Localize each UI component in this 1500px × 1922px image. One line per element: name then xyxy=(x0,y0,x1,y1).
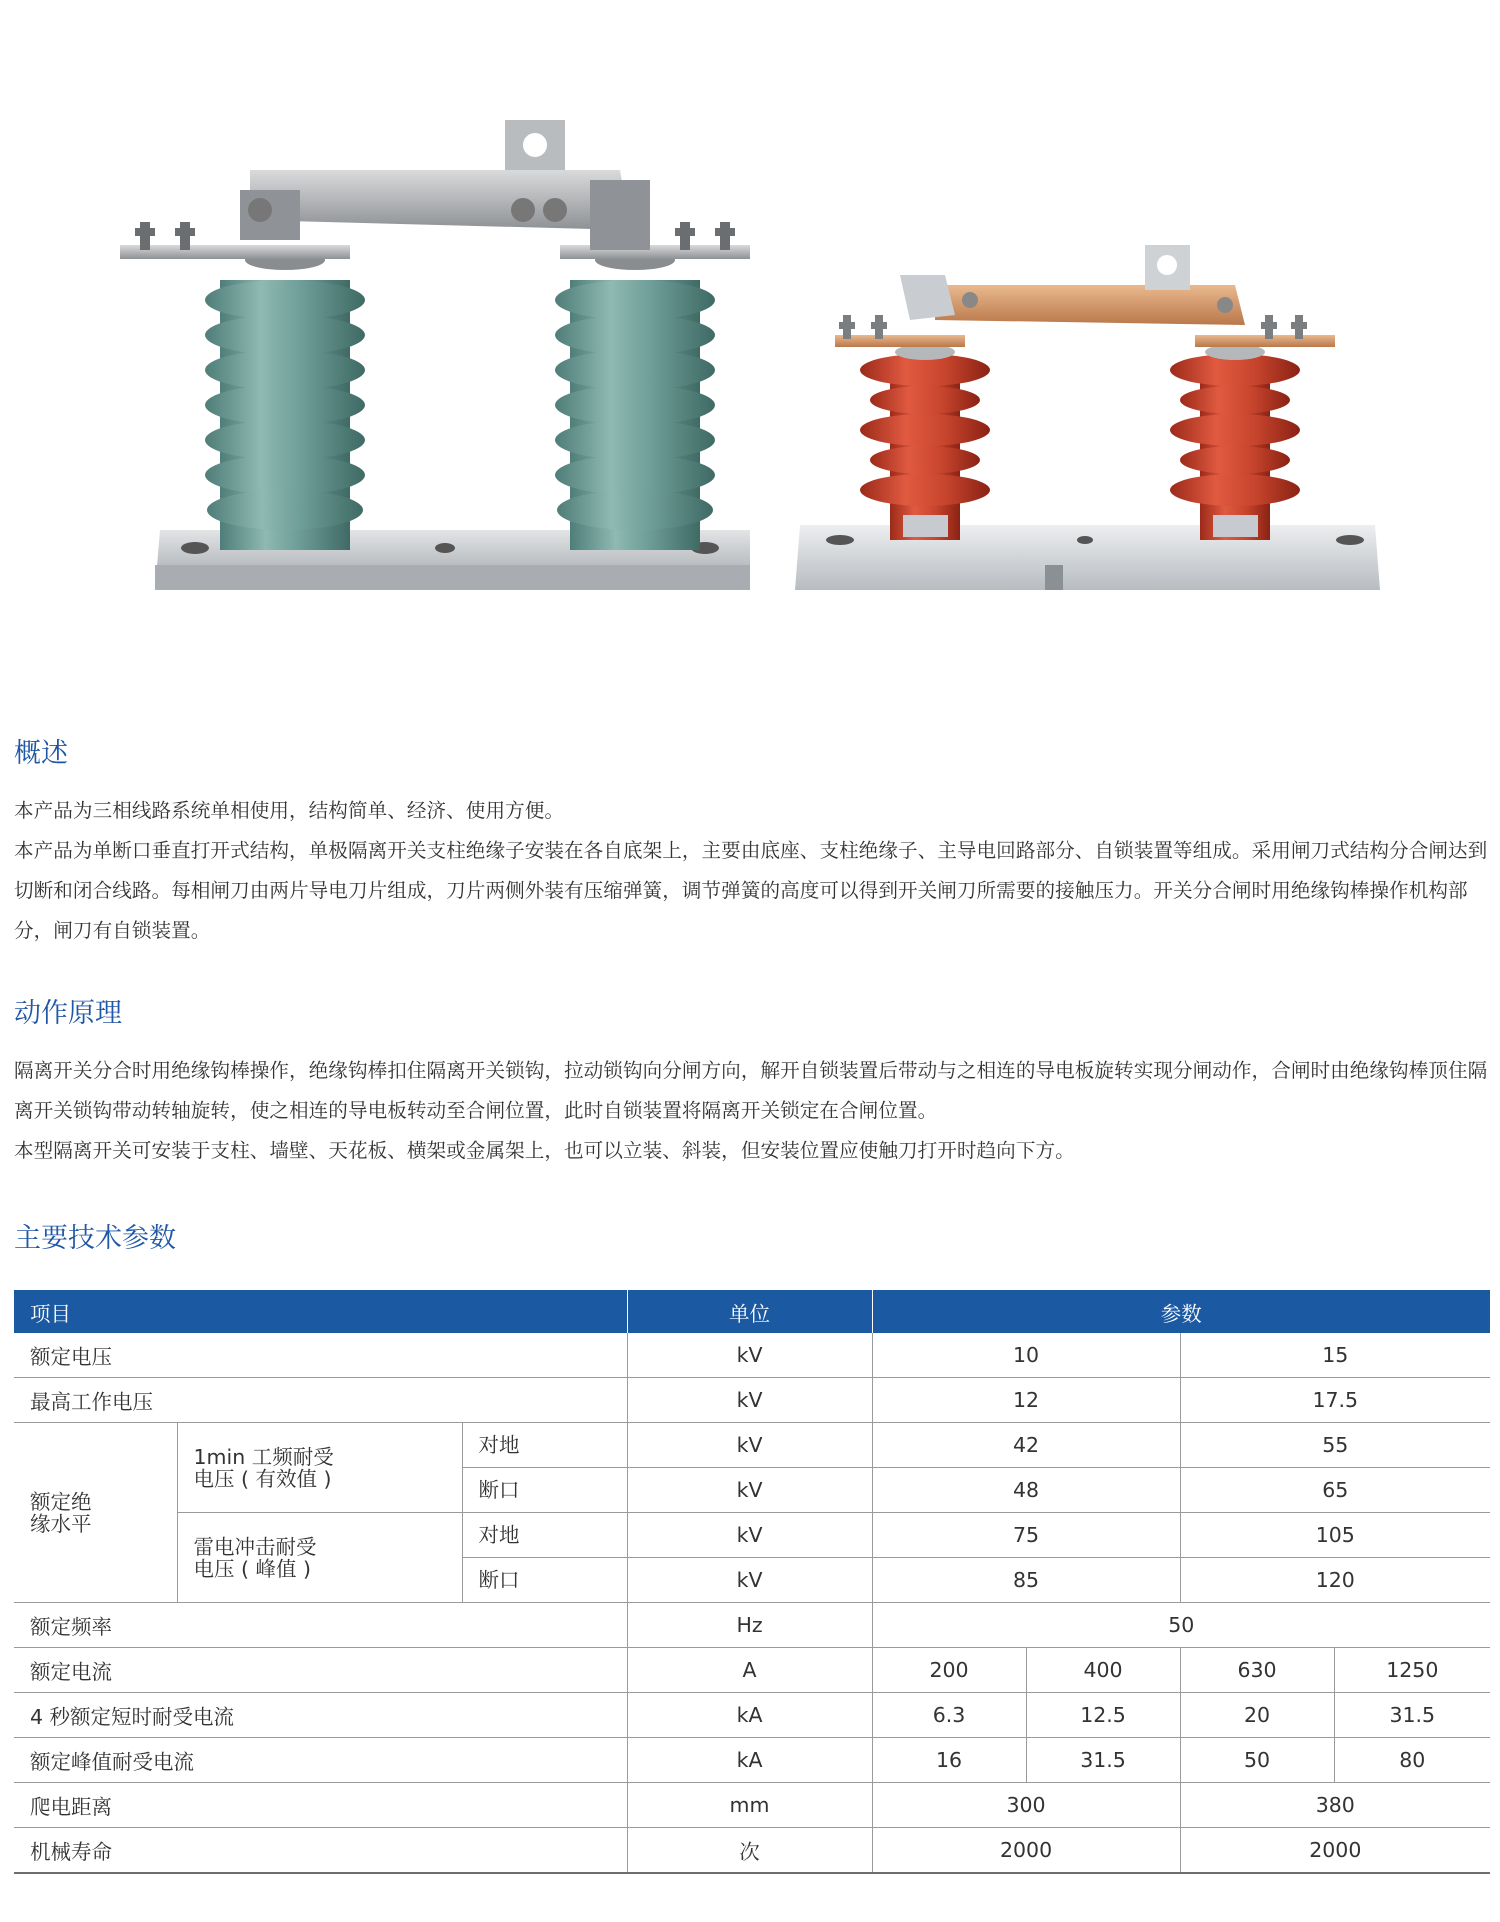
overview-title: 概述 xyxy=(14,738,68,769)
row-unit: kV xyxy=(627,1468,872,1513)
row-value: 200 xyxy=(872,1648,1026,1693)
row-value: 1250 xyxy=(1334,1648,1490,1693)
overview-paragraph: 本产品为单断口垂直打开式结构，单极隔离开关支柱绝缘子安装在各自底架上，主要由底座、支柱绝缘子、主导电回路部分、自锁装置等组成。采用闸刀式结构分合闸达到切断和闭合线路。每相闸刀由两片导电刀片组成，刀片两侧外装有压缩弹簧，调节弹簧的高度可以得到开关闸刀所需要的接触压力。开关分合闸时用绝缘钩棒操作机构部分，闸刀有自锁装置。 xyxy=(14,839,1488,942)
row-value: 75 xyxy=(872,1513,1180,1558)
row-label: 4 秒额定短时耐受电流 xyxy=(14,1693,627,1738)
row-label: 额定电压 xyxy=(14,1333,627,1378)
row-unit: Hz xyxy=(627,1603,872,1648)
table-row xyxy=(14,1603,1490,1648)
row-value: 15 xyxy=(1180,1333,1490,1378)
table-row xyxy=(14,1738,1490,1783)
row-unit: kV xyxy=(627,1378,872,1423)
row-label: 额定电流 xyxy=(14,1648,627,1693)
table-row xyxy=(14,1378,1490,1423)
row-value: 2000 xyxy=(872,1828,1180,1874)
row-sublabel: 雷电冲击耐受 电压 ( 峰值 ) xyxy=(177,1513,462,1603)
row-sublabel: 对地 xyxy=(462,1423,627,1468)
row-value: 55 xyxy=(1180,1423,1490,1468)
row-value: 50 xyxy=(872,1603,1490,1648)
row-sublabel: 对地 xyxy=(462,1513,627,1558)
row-value: 2000 xyxy=(1180,1828,1490,1874)
table-header-row xyxy=(14,1290,1490,1333)
header-value: 参数 xyxy=(872,1290,1490,1333)
row-value: 50 xyxy=(1180,1738,1334,1783)
row-value: 80 xyxy=(1334,1738,1490,1783)
row-value: 42 xyxy=(872,1423,1180,1468)
params-title: 主要技术参数 xyxy=(14,1223,176,1254)
row-value: 105 xyxy=(1180,1513,1490,1558)
principle-paragraph: 本型隔离开关可安装于支柱、墙壁、天花板、横架或金属架上，也可以立装、斜装，但安装位置应使触刀打开时趋向下方。 xyxy=(14,1139,1075,1162)
row-value: 380 xyxy=(1180,1783,1490,1828)
header-unit: 单位 xyxy=(627,1290,872,1333)
row-value: 17.5 xyxy=(1180,1378,1490,1423)
row-value: 16 xyxy=(872,1738,1026,1783)
table-row xyxy=(14,1423,1490,1468)
row-sublabel: 断口 xyxy=(462,1468,627,1513)
overview-paragraph: 本产品为三相线路系统单相使用，结构简单、经济、使用方便。 xyxy=(14,799,565,822)
row-value: 48 xyxy=(872,1468,1180,1513)
params-section xyxy=(14,1225,1490,1252)
row-value: 630 xyxy=(1180,1648,1334,1693)
row-value: 6.3 xyxy=(872,1693,1026,1738)
parameter-table xyxy=(14,1290,1490,1874)
row-value: 65 xyxy=(1180,1468,1490,1513)
principle-section xyxy=(14,1000,1490,1171)
table-row xyxy=(14,1693,1490,1738)
row-label: 额定绝 缘水平 xyxy=(14,1423,177,1603)
row-label: 最高工作电压 xyxy=(14,1378,627,1423)
row-unit: kV xyxy=(627,1333,872,1378)
row-value: 12.5 xyxy=(1026,1693,1180,1738)
row-value: 10 xyxy=(872,1333,1180,1378)
row-sublabel: 1min 工频耐受 电压 ( 有效值 ) xyxy=(177,1423,462,1513)
table-row xyxy=(14,1783,1490,1828)
row-unit: kV xyxy=(627,1558,872,1603)
row-value: 400 xyxy=(1026,1648,1180,1693)
row-value: 31.5 xyxy=(1334,1693,1490,1738)
row-label: 额定频率 xyxy=(14,1603,627,1648)
product-image-composite xyxy=(795,240,1385,600)
row-unit: mm xyxy=(627,1783,872,1828)
row-unit: kA xyxy=(627,1693,872,1738)
product-image-porcelain xyxy=(110,110,760,610)
table-row xyxy=(14,1333,1490,1378)
header-item: 项目 xyxy=(14,1290,627,1333)
table-row xyxy=(14,1513,1490,1558)
row-value: 31.5 xyxy=(1026,1738,1180,1783)
product-images xyxy=(0,0,1500,620)
row-unit: A xyxy=(627,1648,872,1693)
row-label: 机械寿命 xyxy=(14,1828,627,1874)
row-unit: 次 xyxy=(627,1828,872,1874)
row-sublabel: 断口 xyxy=(462,1558,627,1603)
row-unit: kA xyxy=(627,1738,872,1783)
row-label: 额定峰值耐受电流 xyxy=(14,1738,627,1783)
row-unit: kV xyxy=(627,1423,872,1468)
row-value: 85 xyxy=(872,1558,1180,1603)
row-value: 20 xyxy=(1180,1693,1334,1738)
row-value: 120 xyxy=(1180,1558,1490,1603)
principle-title: 动作原理 xyxy=(14,998,122,1029)
table-row xyxy=(14,1828,1490,1874)
row-label: 爬电距离 xyxy=(14,1783,627,1828)
row-value: 12 xyxy=(872,1378,1180,1423)
row-unit: kV xyxy=(627,1513,872,1558)
principle-paragraph: 隔离开关分合时用绝缘钩棒操作，绝缘钩棒扣住隔离开关锁钩，拉动锁钩向分闸方向，解开自锁装置后带动与之相连的导电板旋转实现分闸动作，合闸时由绝缘钩棒顶住隔离开关锁钩带动转轴旋转，使之相连的导电板转动至合闸位置，此时自锁装置将隔离开关锁定在合闸位置。 xyxy=(14,1059,1488,1122)
table-row xyxy=(14,1648,1490,1693)
row-value: 300 xyxy=(872,1783,1180,1828)
overview-section xyxy=(14,740,1490,951)
